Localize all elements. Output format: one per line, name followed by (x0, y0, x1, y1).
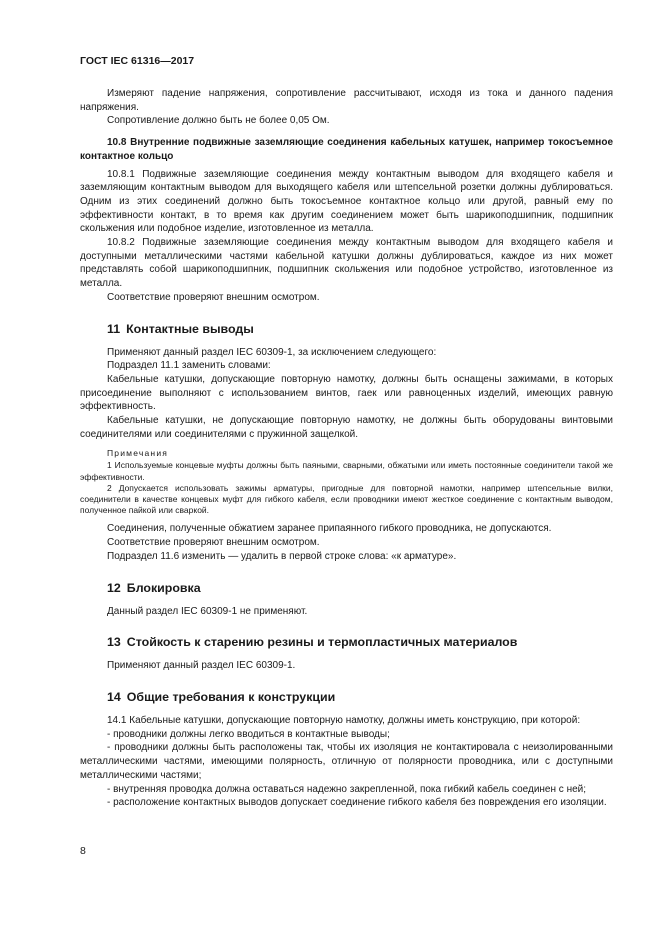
list-item: - расположение контактных выводов допускает соединение гибкого кабеля без повреждения его изоляции. (107, 797, 607, 809)
paragraph: Данный раздел IEC 60309-1 не применяют. (107, 605, 308, 617)
paragraph: Подраздел 11.6 изменить — удалить в первой строке слова: «к арматуре». (107, 550, 457, 562)
page-number: 8 (80, 845, 86, 857)
paragraph: Применяют данный раздел IEC 60309-1, за исключением следующего: (107, 346, 437, 358)
list-item: - проводники должны быть расположены так, чтобы их изоляция не контактировала с неизолированными металлическими частями, имеющими полярность, отличную от полярности проводника, или с доступными металлическими частями; (80, 742, 613, 781)
list-item: - проводники должны легко вводиться в контактные выводы; (107, 728, 390, 740)
section-title: Блокировка (126, 580, 201, 595)
document-header: ГОСТ IEC 61316—2017 (80, 55, 195, 67)
section-title: Общие требования к конструкции (126, 690, 336, 704)
section-number: 12 (107, 580, 121, 595)
paragraph: Сопротивление должно быть не более 0,05 Ом. (107, 115, 330, 127)
paragraph: 14.1 Кабельные катушки, допускающие повторную намотку, должны иметь конструкцию, при которой: (107, 715, 581, 726)
note: 2 Допускается использовать зажимы арматуры, пригодные для повторной намотки, например штепсельные вилки, соединители в качестве концевых муфт для гибкого кабеля, если проводники имеют жесткое соединение с контактным выводом, полученное пайкой или сваркой. (80, 482, 613, 516)
paragraph: Применяют данный раздел IEC 60309-1. (107, 660, 296, 672)
paragraph: Подраздел 11.1 заменить словами: (107, 360, 271, 372)
section-heading-11 (107, 322, 613, 336)
section-heading-12 (107, 581, 613, 595)
note: 1 Используемые концевые муфты должны быть паяными, сварными, обжатыми или иметь постоянные соединители такой же эффективности. (80, 460, 613, 482)
paragraph: Соответствие проверяют внешним осмотром. (107, 291, 320, 303)
section-heading-14 (107, 690, 613, 704)
section-number: 11 (107, 321, 121, 336)
paragraph: 10.8.1 Подвижные заземляющие соединения между контактным выводом для входящего кабеля и заземляющим контактным выводом для выходящего кабеля или штепсельной розетки должны дублироваться. Одним из этих соединений должно быть токосъемное контактное кольцо или другой, равный ему по эффективности контакт, в то время как другим соединением может быть шарикоподшипник, подшипник скольжения или подобное изделие, изготовленное из металла. (80, 168, 613, 235)
paragraph: 10.8.2 Подвижные заземляющие соединения между контактным выводом для входящего кабеля и доступными металлическими частями кабельной катушки должны дублироваться, каждое из них может представлять собой шарикоподшипник, подшипник скольжения или подобное устройство, изготовленное из металла. (80, 237, 613, 290)
paragraph: Кабельные катушки, допускающие повторную намотку, должны быть оснащены зажимами, в которых присоединение выполняют с использованием винтов, гаек или равноценных изделий, имеющих равную эффективность. (80, 373, 613, 413)
notes-title: Примечания (107, 448, 169, 459)
paragraph: Измеряют падение напряжения, сопротивление рассчитывают, исходя из тока и данного падения напряжения. (80, 88, 613, 113)
subsection-title-10-8: 10.8 Внутренние подвижные заземляющие соединения кабельных катушек, например токосъемное контактное кольцо (80, 137, 613, 162)
paragraph: Кабельные катушки, не допускающие повторную намотку, не должны быть оборудованы винтовыми соединителями или соединителями с пружинной защелкой. (80, 415, 613, 440)
section-heading-13 (107, 635, 613, 649)
paragraph: Соответствие проверяют внешним осмотром. (107, 537, 320, 549)
section-number: 14 (107, 690, 121, 704)
section-title: Контактные выводы (126, 321, 254, 336)
section-title: Стойкость к старению резины и термопластичных материалов (126, 635, 518, 650)
paragraph: Соединения, полученные обжатием заранее припаянного гибкого проводника, не допускаются. (107, 523, 552, 535)
list-item: - внутренняя проводка должна оставаться надежно закрепленной, пока гибкий кабель соединен с ней; (107, 783, 587, 795)
section-number: 13 (107, 635, 121, 650)
